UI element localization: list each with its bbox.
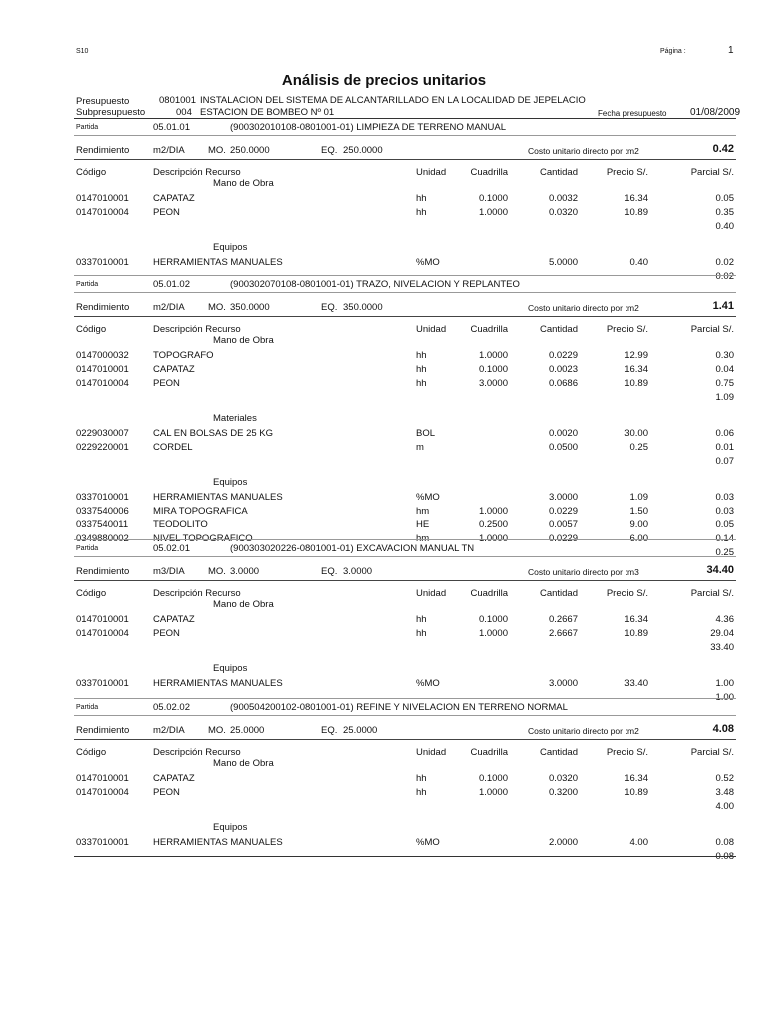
group-heading: Mano de Obra — [213, 178, 274, 189]
item-cantidad: 0.2667 — [548, 613, 578, 625]
group-subtotal: 0.40 — [715, 220, 734, 232]
item-cuadrilla: 1.0000 — [478, 786, 508, 798]
item-cantidad: 5.0000 — [548, 256, 578, 268]
page-number: 1 — [728, 45, 734, 56]
partida-underline — [74, 292, 736, 293]
partida-label: Partida — [76, 124, 99, 131]
item-precio: 1.09 — [629, 491, 648, 503]
item-precio: 0.40 — [629, 256, 648, 268]
item-precio: 6.00 — [629, 533, 648, 545]
item-descripcion: CAPATAZ — [153, 613, 195, 625]
item-cantidad: 3.0000 — [548, 677, 578, 689]
mo-value: 350.0000 — [230, 302, 270, 313]
col-header-cuadrilla: Cuadrilla — [470, 324, 508, 335]
item-descripcion: CAPATAZ — [153, 363, 195, 375]
item-codigo: 0147010001 — [76, 772, 129, 784]
rendimiento-underline — [74, 316, 736, 317]
item-codigo: 0147010001 — [76, 613, 129, 625]
rendimiento-unit: m2/DIA — [153, 145, 185, 156]
item-parcial: 0.03 — [715, 505, 734, 517]
item-descripcion: CAPATAZ — [153, 192, 195, 204]
col-header-parcial: Parcial S/. — [690, 324, 734, 335]
group-subtotal: 1.00 — [715, 691, 734, 703]
group-subtotal: 4.00 — [715, 800, 734, 812]
eq-label: EQ. — [321, 302, 338, 313]
item-precio: 10.89 — [624, 206, 648, 218]
partida-underline — [74, 556, 736, 557]
item-precio: 16.34 — [624, 772, 648, 784]
rendimiento-underline — [74, 739, 736, 740]
col-header-unidad: Unidad — [416, 324, 447, 335]
eq-label: EQ. — [321, 725, 338, 736]
item-parcial: 0.04 — [715, 363, 734, 375]
col-header-descripcion: Descripción Recurso — [153, 747, 241, 758]
item-parcial: 0.05 — [715, 192, 734, 204]
item-cuadrilla: 1.0000 — [478, 533, 508, 545]
col-header-descripcion: Descripción Recurso — [153, 324, 241, 335]
item-codigo: 0337010001 — [76, 677, 129, 689]
item-unidad: %MO — [416, 256, 440, 268]
item-unidad: hh — [416, 206, 427, 218]
col-header-cantidad: Cantidad — [539, 167, 578, 178]
item-precio: 4.00 — [629, 836, 648, 848]
partida-code: 05.02.01 — [153, 543, 190, 554]
header-divider — [74, 118, 736, 119]
eq-label: EQ. — [321, 566, 338, 577]
eq-value: 25.0000 — [343, 725, 378, 736]
item-cantidad: 0.0500 — [548, 441, 578, 453]
group-heading: Equipos — [213, 662, 248, 674]
partida-divider — [74, 698, 736, 699]
mo-value: 3.0000 — [230, 566, 260, 577]
presupuesto-label: Presupuesto — [76, 96, 130, 107]
item-parcial: 0.14 — [715, 533, 734, 545]
costo-label: Costo unitario directo por : — [528, 726, 628, 736]
item-cantidad: 0.0032 — [548, 192, 578, 204]
item-unidad: m — [416, 441, 424, 453]
mo-value: 25.0000 — [230, 725, 265, 736]
item-codigo: 0337010001 — [76, 836, 129, 848]
group-subtotal: 1.09 — [715, 391, 734, 403]
eq-label: EQ. — [321, 145, 338, 156]
item-cuadrilla: 3.0000 — [478, 377, 508, 389]
item-codigo: 0147010004 — [76, 206, 129, 218]
item-cantidad: 0.0023 — [548, 363, 578, 375]
item-descripcion: PEON — [153, 206, 180, 218]
col-header-cantidad: Cantidad — [539, 588, 578, 599]
item-cantidad: 3.0000 — [548, 491, 578, 503]
col-header-cuadrilla: Cuadrilla — [470, 747, 508, 758]
item-parcial: 0.75 — [715, 377, 734, 389]
item-precio: 16.34 — [624, 192, 648, 204]
item-unidad: %MO — [416, 677, 440, 689]
item-precio: 10.89 — [624, 786, 648, 798]
item-unidad: hh — [416, 772, 427, 784]
rendimiento-label: Rendimiento — [76, 725, 130, 736]
costo-label: Costo unitario directo por : — [528, 567, 628, 577]
rendimiento-label: Rendimiento — [76, 145, 130, 156]
costo-unit: m3 — [627, 567, 639, 577]
item-cantidad: 0.0229 — [548, 533, 578, 545]
eq-value: 350.0000 — [343, 302, 383, 313]
partida-label: Partida — [76, 704, 99, 711]
col-header-codigo: Código — [76, 747, 107, 758]
item-cuadrilla: 1.0000 — [478, 206, 508, 218]
group-subtotal: 0.07 — [715, 455, 734, 467]
col-header-codigo: Código — [76, 588, 107, 599]
item-unidad: %MO — [416, 836, 440, 848]
item-precio: 33.40 — [624, 677, 648, 689]
item-descripcion: PEON — [153, 786, 180, 798]
subpresupuesto-desc: ESTACION DE BOMBEO Nº 01 — [200, 107, 335, 118]
costo-value: 0.42 — [712, 143, 734, 155]
col-header-unidad: Unidad — [416, 747, 447, 758]
item-codigo: 0147010001 — [76, 363, 129, 375]
item-codigo: 0147000032 — [76, 349, 129, 361]
item-precio: 16.34 — [624, 613, 648, 625]
costo-unit: m2 — [627, 303, 639, 313]
item-codigo: 0147010004 — [76, 627, 129, 639]
item-parcial: 1.00 — [715, 677, 734, 689]
col-header-parcial: Parcial S/. — [690, 588, 734, 599]
item-unidad: hh — [416, 613, 427, 625]
col-header-precio: Precio S/. — [606, 167, 648, 178]
rendimiento-unit: m2/DIA — [153, 725, 185, 736]
group-heading: Equipos — [213, 821, 248, 833]
col-header-cuadrilla: Cuadrilla — [470, 167, 508, 178]
partida-description: (900504200102-0801001-01) REFINE Y NIVELACION EN TERRENO NORMAL — [230, 702, 568, 713]
item-parcial: 29.04 — [710, 627, 734, 639]
item-unidad: %MO — [416, 491, 440, 503]
item-codigo: 0337540006 — [76, 505, 129, 517]
item-cuadrilla: 1.0000 — [478, 349, 508, 361]
item-descripcion: HERRAMIENTAS MANUALES — [153, 677, 283, 689]
item-unidad: HE — [416, 519, 430, 531]
col-header-cantidad: Cantidad — [539, 747, 578, 758]
footer-divider — [74, 856, 736, 857]
item-cuadrilla: 0.1000 — [478, 772, 508, 784]
item-descripcion: PEON — [153, 627, 180, 639]
item-unidad: hh — [416, 363, 427, 375]
col-header-descripcion: Descripción Recurso — [153, 588, 241, 599]
group-heading: Mano de Obra — [213, 335, 274, 346]
costo-value: 34.40 — [706, 564, 734, 576]
item-unidad: hh — [416, 377, 427, 389]
col-header-descripcion: Descripción Recurso — [153, 167, 241, 178]
item-precio: 0.25 — [629, 441, 648, 453]
group-heading: Equipos — [213, 241, 248, 253]
presupuesto-desc: INSTALACION DEL SISTEMA DE ALCANTARILLADO EN LA LOCALIDAD DE JEPELACIO — [200, 95, 586, 106]
col-header-precio: Precio S/. — [606, 588, 648, 599]
partida-divider — [74, 539, 736, 540]
item-descripcion: HERRAMIENTAS MANUALES — [153, 836, 283, 848]
partida-description: (900303020226-0801001-01) EXCAVACION MANUAL TN — [230, 543, 475, 554]
subpresupuesto-code: 004 — [176, 107, 192, 118]
col-header-codigo: Código — [76, 167, 107, 178]
col-header-parcial: Parcial S/. — [690, 747, 734, 758]
partida-description: (900302010108-0801001-01) LIMPIEZA DE TERRENO MANUAL — [230, 122, 506, 133]
group-subtotal: 0.08 — [715, 850, 734, 862]
costo-unit: m2 — [627, 726, 639, 736]
item-cantidad: 0.0320 — [548, 772, 578, 784]
col-header-cuadrilla: Cuadrilla — [470, 588, 508, 599]
partida-divider — [74, 275, 736, 276]
item-codigo: 0147010004 — [76, 377, 129, 389]
mo-label: MO. — [208, 145, 226, 156]
partida-description: (900302070108-0801001-01) TRAZO, NIVELACION Y REPLANTEO — [230, 279, 520, 290]
item-cantidad: 0.0229 — [548, 505, 578, 517]
item-cuadrilla: 0.1000 — [478, 363, 508, 375]
rendimiento-underline — [74, 159, 736, 160]
rendimiento-label: Rendimiento — [76, 302, 130, 313]
item-descripcion: NIVEL TOPOGRAFICO — [153, 533, 253, 545]
item-cuadrilla: 1.0000 — [478, 627, 508, 639]
costo-unit: m2 — [627, 146, 639, 156]
item-parcial: 3.48 — [715, 786, 734, 798]
item-cantidad: 0.0320 — [548, 206, 578, 218]
item-parcial: 0.05 — [715, 519, 734, 531]
item-codigo: 0229030007 — [76, 427, 129, 439]
item-codigo: 0147010001 — [76, 192, 129, 204]
item-unidad: hh — [416, 192, 427, 204]
item-descripcion: CAL EN BOLSAS DE 25 KG — [153, 427, 274, 439]
group-subtotal: 0.02 — [715, 270, 734, 282]
page-label: Página : — [660, 48, 686, 55]
group-heading: Mano de Obra — [213, 599, 274, 610]
col-header-precio: Precio S/. — [606, 747, 648, 758]
costo-label: Costo unitario directo por : — [528, 303, 628, 313]
col-header-cantidad: Cantidad — [539, 324, 578, 335]
item-parcial: 0.35 — [715, 206, 734, 218]
item-cuadrilla: 0.1000 — [478, 613, 508, 625]
partida-code: 05.01.01 — [153, 122, 190, 133]
item-cantidad: 0.0057 — [548, 519, 578, 531]
costo-label: Costo unitario directo por : — [528, 146, 628, 156]
item-precio: 10.89 — [624, 377, 648, 389]
item-parcial: 0.08 — [715, 836, 734, 848]
item-precio: 12.99 — [624, 349, 648, 361]
item-unidad: BOL — [416, 427, 436, 439]
item-unidad: hh — [416, 349, 427, 361]
item-descripcion: TOPOGRAFO — [153, 349, 214, 361]
item-descripcion: PEON — [153, 377, 180, 389]
item-descripcion: MIRA TOPOGRAFICA — [153, 505, 248, 517]
rendimiento-unit: m2/DIA — [153, 302, 185, 313]
partida-label: Partida — [76, 545, 99, 552]
partida-code: 05.02.02 — [153, 702, 190, 713]
item-precio: 9.00 — [629, 519, 648, 531]
item-codigo: 0337010001 — [76, 256, 129, 268]
item-precio: 16.34 — [624, 363, 648, 375]
item-unidad: hh — [416, 627, 427, 639]
eq-value: 3.0000 — [343, 566, 373, 577]
partida-code: 05.01.02 — [153, 279, 190, 290]
item-precio: 30.00 — [624, 427, 648, 439]
item-parcial: 0.06 — [715, 427, 734, 439]
group-subtotal: 0.25 — [715, 547, 734, 559]
item-cantidad: 0.0229 — [548, 349, 578, 361]
partida-label: Partida — [76, 281, 99, 288]
item-cantidad: 0.0686 — [548, 377, 578, 389]
item-parcial: 0.02 — [715, 256, 734, 268]
item-descripcion: CORDEL — [153, 441, 193, 453]
col-header-parcial: Parcial S/. — [690, 167, 734, 178]
item-unidad: hh — [416, 786, 427, 798]
item-codigo: 0229220001 — [76, 441, 129, 453]
item-parcial: 0.52 — [715, 772, 734, 784]
costo-value: 4.08 — [712, 723, 734, 735]
col-header-precio: Precio S/. — [606, 324, 648, 335]
subpresupuesto-label: Subpresupuesto — [76, 107, 146, 118]
item-descripcion: HERRAMIENTAS MANUALES — [153, 256, 283, 268]
item-unidad: hm — [416, 505, 430, 517]
item-codigo: 0147010004 — [76, 786, 129, 798]
item-cantidad: 0.3200 — [548, 786, 578, 798]
item-codigo: 0337540011 — [76, 519, 129, 531]
item-parcial: 0.30 — [715, 349, 734, 361]
mo-value: 250.0000 — [230, 145, 270, 156]
group-subtotal: 33.40 — [710, 641, 734, 653]
rendimiento-unit: m3/DIA — [153, 566, 185, 577]
item-descripcion: HERRAMIENTAS MANUALES — [153, 491, 283, 503]
item-codigo: 0349880002 — [76, 533, 129, 545]
fecha-label: Fecha presupuesto — [598, 109, 667, 118]
item-parcial: 4.36 — [715, 613, 734, 625]
rendimiento-underline — [74, 580, 736, 581]
item-cantidad: 0.0020 — [548, 427, 578, 439]
mo-label: MO. — [208, 302, 226, 313]
col-header-unidad: Unidad — [416, 167, 447, 178]
form-code: S10 — [76, 48, 89, 55]
mo-label: MO. — [208, 725, 226, 736]
mo-label: MO. — [208, 566, 226, 577]
page-title: Análisis de precios unitarios — [281, 72, 487, 89]
partida-underline — [74, 135, 736, 136]
item-precio: 1.50 — [629, 505, 648, 517]
rendimiento-label: Rendimiento — [76, 566, 130, 577]
col-header-unidad: Unidad — [416, 588, 447, 599]
item-unidad: hm — [416, 533, 430, 545]
item-parcial: 0.03 — [715, 491, 734, 503]
item-codigo: 0337010001 — [76, 491, 129, 503]
item-cuadrilla: 0.2500 — [478, 519, 508, 531]
item-descripcion: TEODOLITO — [153, 519, 208, 531]
item-cantidad: 2.6667 — [548, 627, 578, 639]
presupuesto-code: 0801001 — [159, 95, 196, 106]
item-descripcion: CAPATAZ — [153, 772, 195, 784]
item-parcial: 0.01 — [715, 441, 734, 453]
col-header-codigo: Código — [76, 324, 107, 335]
item-cuadrilla: 1.0000 — [478, 505, 508, 517]
group-heading: Mano de Obra — [213, 758, 274, 769]
eq-value: 250.0000 — [343, 145, 383, 156]
item-precio: 10.89 — [624, 627, 648, 639]
costo-value: 1.41 — [712, 300, 734, 312]
fecha-value: 01/08/2009 — [690, 107, 741, 118]
group-heading: Equipos — [213, 476, 248, 488]
item-cuadrilla: 0.1000 — [478, 192, 508, 204]
partida-underline — [74, 715, 736, 716]
item-cantidad: 2.0000 — [548, 836, 578, 848]
group-heading: Materiales — [213, 412, 257, 424]
